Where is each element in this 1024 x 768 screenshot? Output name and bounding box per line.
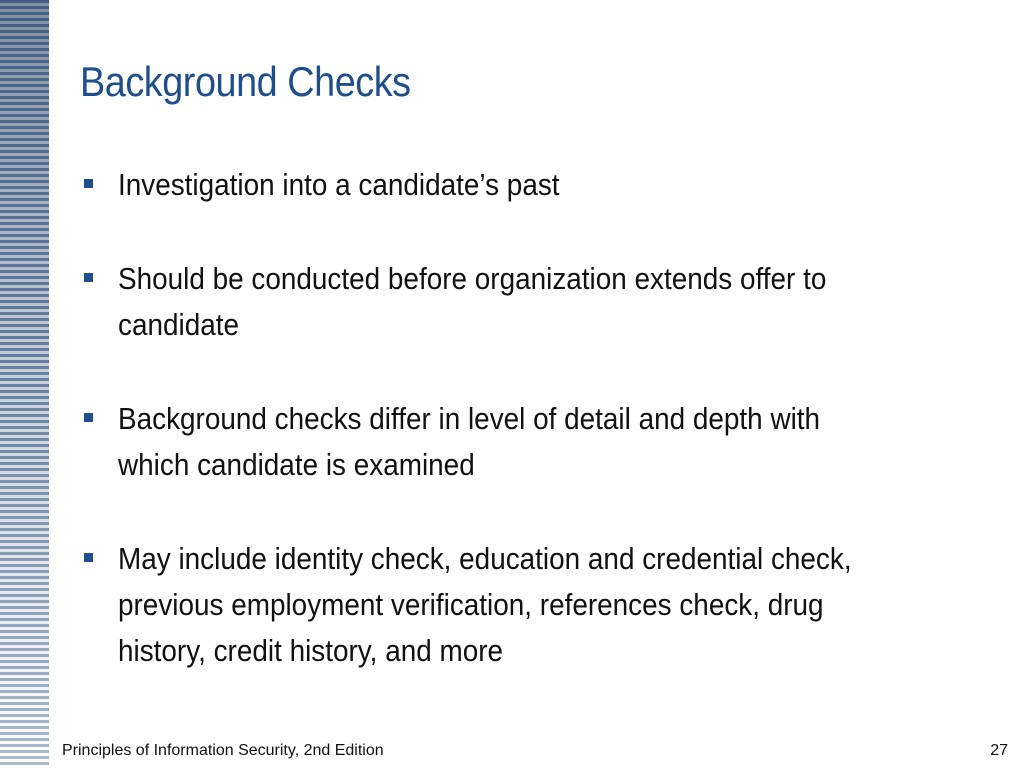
square-bullet-icon: [84, 273, 93, 282]
page-number: 27: [990, 742, 1008, 759]
slide-title: Background Checks: [80, 58, 411, 105]
square-bullet-icon: [84, 413, 93, 422]
bullet-item: [84, 162, 984, 208]
bullet-text: Background checks differ in level of detail and depth with which candidate is examined: [118, 401, 821, 482]
side-stripe-decoration: [0, 0, 49, 768]
bullet-item: [84, 256, 984, 348]
square-bullet-icon: [84, 179, 93, 188]
bullet-text: Investigation into a candidate’s past: [118, 167, 560, 202]
bullet-item: [84, 536, 984, 674]
bullet-list: [84, 162, 984, 722]
bullet-item: [84, 396, 984, 488]
square-bullet-icon: [84, 553, 93, 562]
bullet-text: May include identity check, education and credential check, previous employment verification, references check, drug history, credit history, and more: [118, 541, 852, 668]
bullet-text: Should be conducted before organization extends offer to candidate: [118, 261, 827, 342]
footer-book-title: Principles of Information Security, 2nd Edition: [62, 742, 384, 759]
